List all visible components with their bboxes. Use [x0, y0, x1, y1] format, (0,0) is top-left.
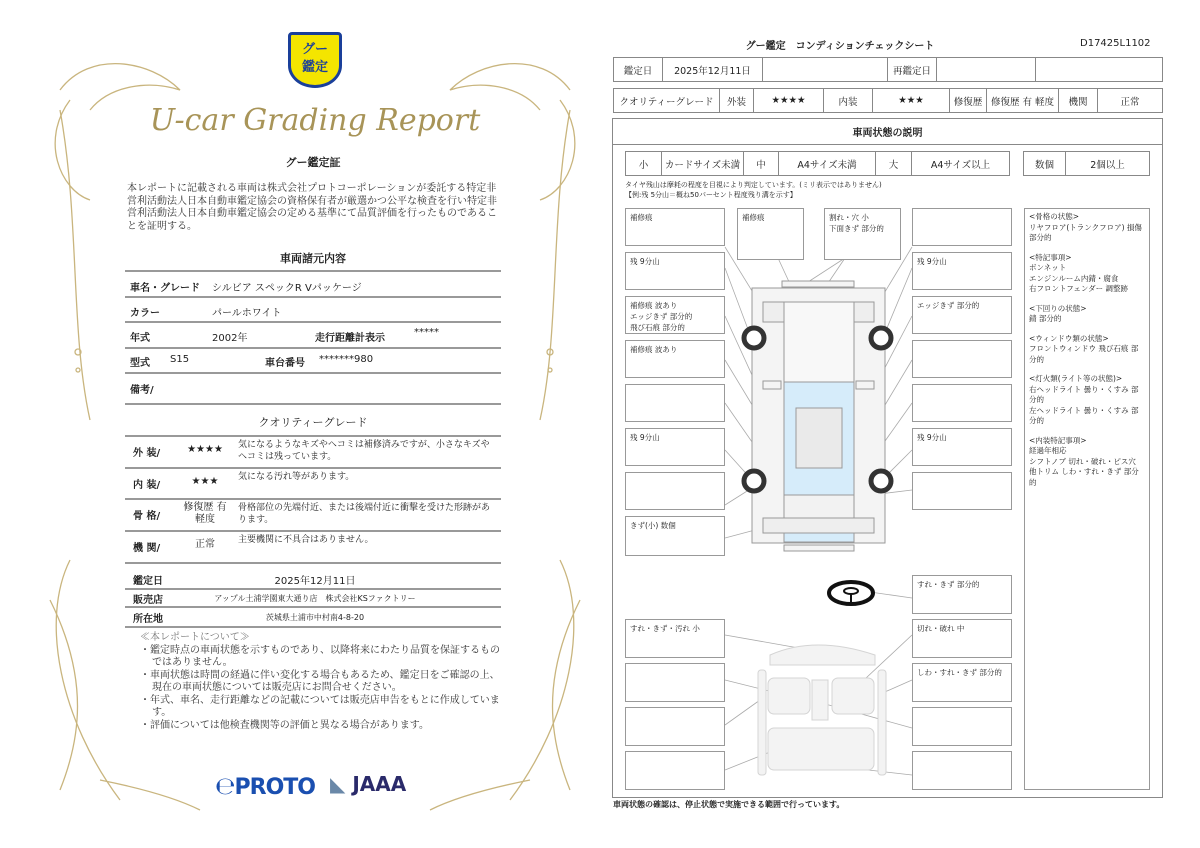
grade-description: 骨格部位の先端付近、または後端付近に衝撃を受けた形跡があります。 — [238, 503, 491, 525]
panel-heading: <特記事項> — [1029, 252, 1072, 262]
panel-heading: <下回りの状態> — [1029, 303, 1087, 313]
multiple-desc: 2個以上 — [1065, 151, 1150, 176]
condition-notes-panel — [1024, 208, 1150, 790]
panel-line: 錆 部分的 — [1029, 314, 1062, 323]
document-id: D17425L1102 — [1080, 38, 1151, 49]
redate-label: 再鑑定日 — [887, 57, 937, 82]
panel-section — [1029, 212, 1145, 244]
repair-history-value: 修復歴 有 軽度 — [986, 88, 1059, 113]
panel-line: エンジンルーム内錆・腐食 — [1029, 273, 1119, 283]
grade-title: クオリティーグレード — [258, 416, 368, 429]
date-value: 2025年12月11日 — [274, 576, 356, 587]
remarks-label: 備考/ — [130, 385, 154, 396]
exterior-condition-box: 補修痕 波あり エッジきず 部分的 飛び石痕 部分的 — [625, 296, 725, 334]
interior-condition-box — [625, 663, 725, 702]
grade-value: 正常 — [195, 539, 215, 550]
footer-note: 車両状態の確認は、停止状態で実施できる範囲で行っています。 — [613, 800, 845, 809]
odometer-label: 走行距離計表示 — [315, 333, 385, 344]
date-label: 鑑定日 — [613, 57, 663, 82]
panel-line: リヤフロア(トランクフロア) 損傷 — [1029, 222, 1142, 232]
exterior-condition-box: 残 9分山 — [625, 428, 725, 466]
interior-condition-box — [912, 707, 1012, 746]
grade-label: 内 装/ — [133, 480, 161, 491]
proto-logo: ℮PROTO — [215, 772, 315, 800]
interior-condition-box — [625, 751, 725, 790]
color-value: パールホワイト — [212, 308, 282, 319]
car-top-view — [752, 281, 885, 551]
exterior-condition-box: 補修痕 — [737, 208, 804, 260]
exterior-condition-box: エッジきず 部分的 — [912, 296, 1012, 334]
exterior-condition-box — [625, 472, 725, 510]
year-label: 年式 — [130, 333, 150, 344]
notes-title: ≪本レポートについて≫ — [140, 632, 250, 643]
note-item: ・年式、車名、走行距離などの記載については販売店申告をもとに作成しています。 — [140, 694, 500, 718]
interior-condition-box: すれ・きず 部分的 — [912, 575, 1012, 614]
interior-condition-box — [625, 707, 725, 746]
panel-section — [1029, 436, 1145, 489]
tire-note: タイヤ残山は摩耗の程度を目視により判定しています。(ミリ表示ではありません) — [625, 181, 882, 189]
panel-line: ボンネット — [1029, 263, 1067, 272]
car-name-value: シルビア スペックR Vパッケージ — [212, 283, 362, 294]
exterior-condition-box — [912, 384, 1012, 422]
address-label: 所在地 — [133, 614, 163, 625]
exterior-condition-box: きず(小) 数個 — [625, 516, 725, 556]
interior-diagram — [758, 645, 886, 775]
panel-heading: <骨格の状態> — [1029, 212, 1080, 221]
panel-line: 経過年相応 — [1029, 446, 1067, 455]
panel-section — [1029, 374, 1145, 427]
shop-label: 販売店 — [133, 595, 163, 606]
steering-wheel-icon — [829, 582, 873, 604]
size-large-desc: A4サイズ以上 — [911, 151, 1010, 176]
interior-condition-box — [912, 751, 1012, 790]
note-item: ・車両状態は時間の経過に伴い変化する場合もあるため、鑑定日をご確認の上、現在の車両状態については販売店にお問合せください。 — [140, 669, 500, 693]
chassis-label: 車台番号 — [265, 358, 305, 369]
exterior-condition-box — [912, 340, 1012, 378]
size-large: 大 — [875, 151, 912, 176]
exterior-condition-box: 残 9分山 — [625, 252, 725, 290]
address-value: 茨城県土浦市中村南4-8-20 — [265, 613, 365, 622]
cert-title: グー鑑定証 — [285, 156, 341, 169]
exterior-condition-box: 残 9分山 — [912, 428, 1012, 466]
shop-value: アップル土浦学園東大通り店 株式会社KSファクトリー — [214, 594, 416, 603]
quality-grade-label: クオリティーグレード — [613, 88, 720, 113]
jaaa-logo: ◣ JAAA — [330, 772, 407, 796]
note-item: ・評価については他検査機関等の評価と異なる場合があります。 — [140, 719, 429, 731]
grade-label: 骨 格/ — [133, 511, 161, 522]
panel-line: 右ヘッドライト 曇り・くすみ 部分的 — [1029, 384, 1139, 404]
cert-text: 本レポートに記載される車両は株式会社プロトコーポレーションが委託する特定非営利活動法人日本自動車鑑定協会の資格保有者が厳選かつ公平な検査を行い特定非営利活動法人日本自動車鑑定協会の定める基準にて品質評価を行ったものであることを証明する。 — [127, 183, 497, 232]
car-name-label: 車名・グレード — [130, 283, 200, 294]
color-label: カラー — [130, 308, 160, 319]
interior-label: 内装 — [823, 88, 873, 113]
chassis-value: *******980 — [319, 354, 374, 365]
panel-heading: <ウィンドウ類の状態> — [1029, 333, 1109, 343]
panel-heading: <内装特記事項> — [1029, 435, 1087, 445]
exterior-condition-box — [912, 472, 1012, 510]
exterior-condition-box: 残 9分山 — [912, 252, 1012, 290]
report-script-title: U-car Grading Report — [149, 103, 481, 138]
note-item: ・鑑定時点の車両状態を示すものであり、以降将来にわたり品質を保証するものではありません。 — [140, 644, 500, 668]
date-value: 2025年12月11日 — [662, 57, 763, 82]
size-small: 小 — [625, 151, 662, 176]
repair-history-label: 修復歴 — [949, 88, 987, 113]
exterior-label: 外装 — [719, 88, 754, 113]
grade-description: 主要機関に不具合はありません。 — [238, 535, 374, 545]
model-value: S15 — [170, 354, 190, 365]
panel-line: 部分的 — [1029, 233, 1052, 242]
multiple-label: 数個 — [1023, 151, 1066, 176]
size-medium-desc: A4サイズ未満 — [778, 151, 876, 176]
grade-value: 修復歴 有 軽度 — [183, 502, 227, 525]
grade-description: 気になるようなキズやヘコミは補修済みですが、小さなキズやヘコミは残っています。 — [238, 440, 490, 462]
section-title: 車両状態の説明 — [612, 118, 1163, 145]
interior-condition-box: すれ・きず・汚れ 小 — [625, 619, 725, 658]
exterior-grade: ★★★★ — [753, 88, 824, 113]
engine-value: 正常 — [1097, 88, 1163, 113]
size-small-desc: カードサイズ未満 — [661, 151, 744, 176]
grade-label: 機 関/ — [133, 543, 161, 554]
badge-text: グー — [301, 42, 328, 57]
panel-heading: <灯火類(ライト等の状態)> — [1029, 374, 1123, 383]
panel-line: シフトノブ 切れ・破れ・ピス穴 — [1029, 456, 1136, 466]
interior-condition-box: 切れ・破れ 中 — [912, 619, 1012, 658]
panel-section — [1029, 253, 1145, 295]
badge-text: 鑑定 — [301, 60, 328, 75]
panel-line: フロントウィンドウ 飛び石痕 部分的 — [1029, 344, 1139, 364]
exterior-condition-box: 補修痕 — [625, 208, 725, 246]
size-medium: 中 — [743, 151, 779, 176]
grade-label: 外 装/ — [133, 448, 161, 459]
grade-value: ★★★★ — [187, 444, 223, 455]
exterior-condition-box: 割れ・穴 小 下面きず 部分的 — [824, 208, 901, 260]
model-label: 型式 — [130, 358, 150, 369]
date-label: 鑑定日 — [133, 576, 163, 587]
panel-line: 左ヘッドライト 曇り・くすみ 部分的 — [1029, 405, 1139, 425]
panel-section — [1029, 304, 1145, 325]
interior-grade: ★★★ — [872, 88, 950, 113]
grade-description: 気になる汚れ等があります。 — [238, 472, 355, 482]
spec-title: 車両諸元内容 — [280, 252, 346, 265]
odometer-value: ***** — [414, 327, 439, 338]
exterior-condition-box — [625, 384, 725, 422]
tire-example-note: 【例:残 5分山＝概ね50パーセント程度残り溝を示す】 — [625, 191, 797, 199]
panel-line: 右フロントフェンダー 調整跡 — [1029, 284, 1128, 293]
year-value: 2002年 — [212, 333, 248, 344]
panel-section — [1029, 334, 1145, 366]
sheet-title: グー鑑定 コンディションチェックシート — [745, 41, 935, 52]
grade-value: ★★★ — [191, 476, 219, 487]
exterior-condition-box — [912, 208, 1012, 246]
engine-label: 機関 — [1058, 88, 1098, 113]
interior-condition-box: しわ・すれ・きず 部分的 — [912, 663, 1012, 702]
exterior-condition-box: 補修痕 波あり — [625, 340, 725, 378]
panel-line: 他トリム しわ・すれ・きず 部分的 — [1029, 467, 1139, 487]
